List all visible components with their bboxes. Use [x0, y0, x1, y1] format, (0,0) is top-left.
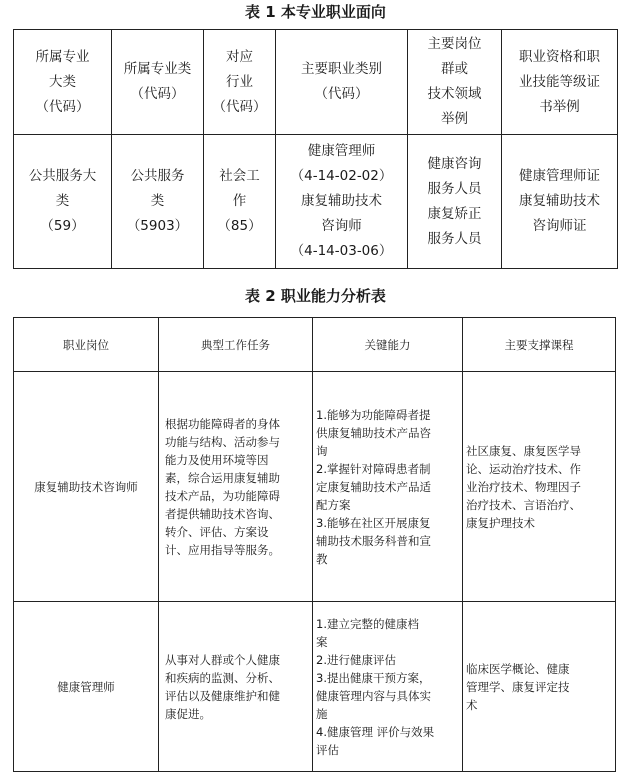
ability-analysis-table — [13, 317, 616, 772]
header-main-positions: 主要岗位 群或 技术领域 举例 — [408, 30, 502, 135]
cell-major-class: 公共服务 类 （5903） — [112, 135, 204, 269]
position-cell: 健康管理师 — [14, 602, 159, 772]
tasks-cell: 根据功能障碍者的身体 功能与结构、活动参与 能力及使用环境等因 素，综合运用康复辅助 技术产品，为功能障碍 者提供辅助技术咨询、 转介、评估、方案设 计、应用指导等服务。 — [159, 372, 313, 602]
table2-title: 表 2 职业能力分析表 — [245, 287, 386, 305]
header-major-category: 所属专业 大类 （代码） — [14, 30, 112, 135]
table1-header-row — [14, 30, 618, 135]
header-occupation-type: 主要职业类别 （代码） — [276, 30, 408, 135]
courses-cell: 临床医学概论、健康 管理学、康复评定技 术 — [463, 602, 616, 772]
tasks-cell: 从事对人群或个人健康 和疾病的监测、分析、 评估以及健康维护和健 康促进。 — [159, 602, 313, 772]
table2-header-row — [14, 318, 616, 372]
table-row — [14, 372, 616, 602]
abilities-cell: 1.建立完整的健康档 案 2.进行健康评估 3.提出健康干预方案， 健康管理内容与具体实 施 4.健康管理 评价与效果 评估 — [313, 602, 463, 772]
courses-cell: 社区康复、康复医学导 论、运动治疗技术、作 业治疗技术、物理因子 治疗技术、言语治疗、 康复护理技术 — [463, 372, 616, 602]
table1-data-row — [14, 135, 618, 269]
cell-occupation-type: 健康管理师 （4-14-02-02） 康复辅助技术 咨询师 （4-14-03-06） — [276, 135, 408, 269]
cell-industry: 社会工 作 （85） — [204, 135, 276, 269]
cell-main-positions: 健康咨询 服务人员 康复矫正 服务人员 — [408, 135, 502, 269]
abilities-cell: 1.能够为功能障碍者提 供康复辅助技术产品咨 询 2.掌握针对障碍患者制 定康复辅助技术产品适 配方案 3.能够在社区开展康复 辅助技术服务科普和宣 教 — [313, 372, 463, 602]
cell-major-category: 公共服务大 类 （59） — [14, 135, 112, 269]
header-supporting-courses: 主要支撑课程 — [463, 318, 616, 372]
header-industry: 对应 行业 （代码） — [204, 30, 276, 135]
header-key-abilities: 关键能力 — [313, 318, 463, 372]
table1-title: 表 1 本专业职业面向 — [245, 3, 386, 21]
cell-certificates: 健康管理师证 康复辅助技术 咨询师证 — [502, 135, 618, 269]
header-certificates: 职业资格和职 业技能等级证 书举例 — [502, 30, 618, 135]
table-row — [14, 602, 616, 772]
header-typical-tasks: 典型工作任务 — [159, 318, 313, 372]
occupation-orientation-table — [13, 29, 618, 269]
header-position: 职业岗位 — [14, 318, 159, 372]
position-cell: 康复辅助技术咨询师 — [14, 372, 159, 602]
header-major-class: 所属专业类 （代码） — [112, 30, 204, 135]
